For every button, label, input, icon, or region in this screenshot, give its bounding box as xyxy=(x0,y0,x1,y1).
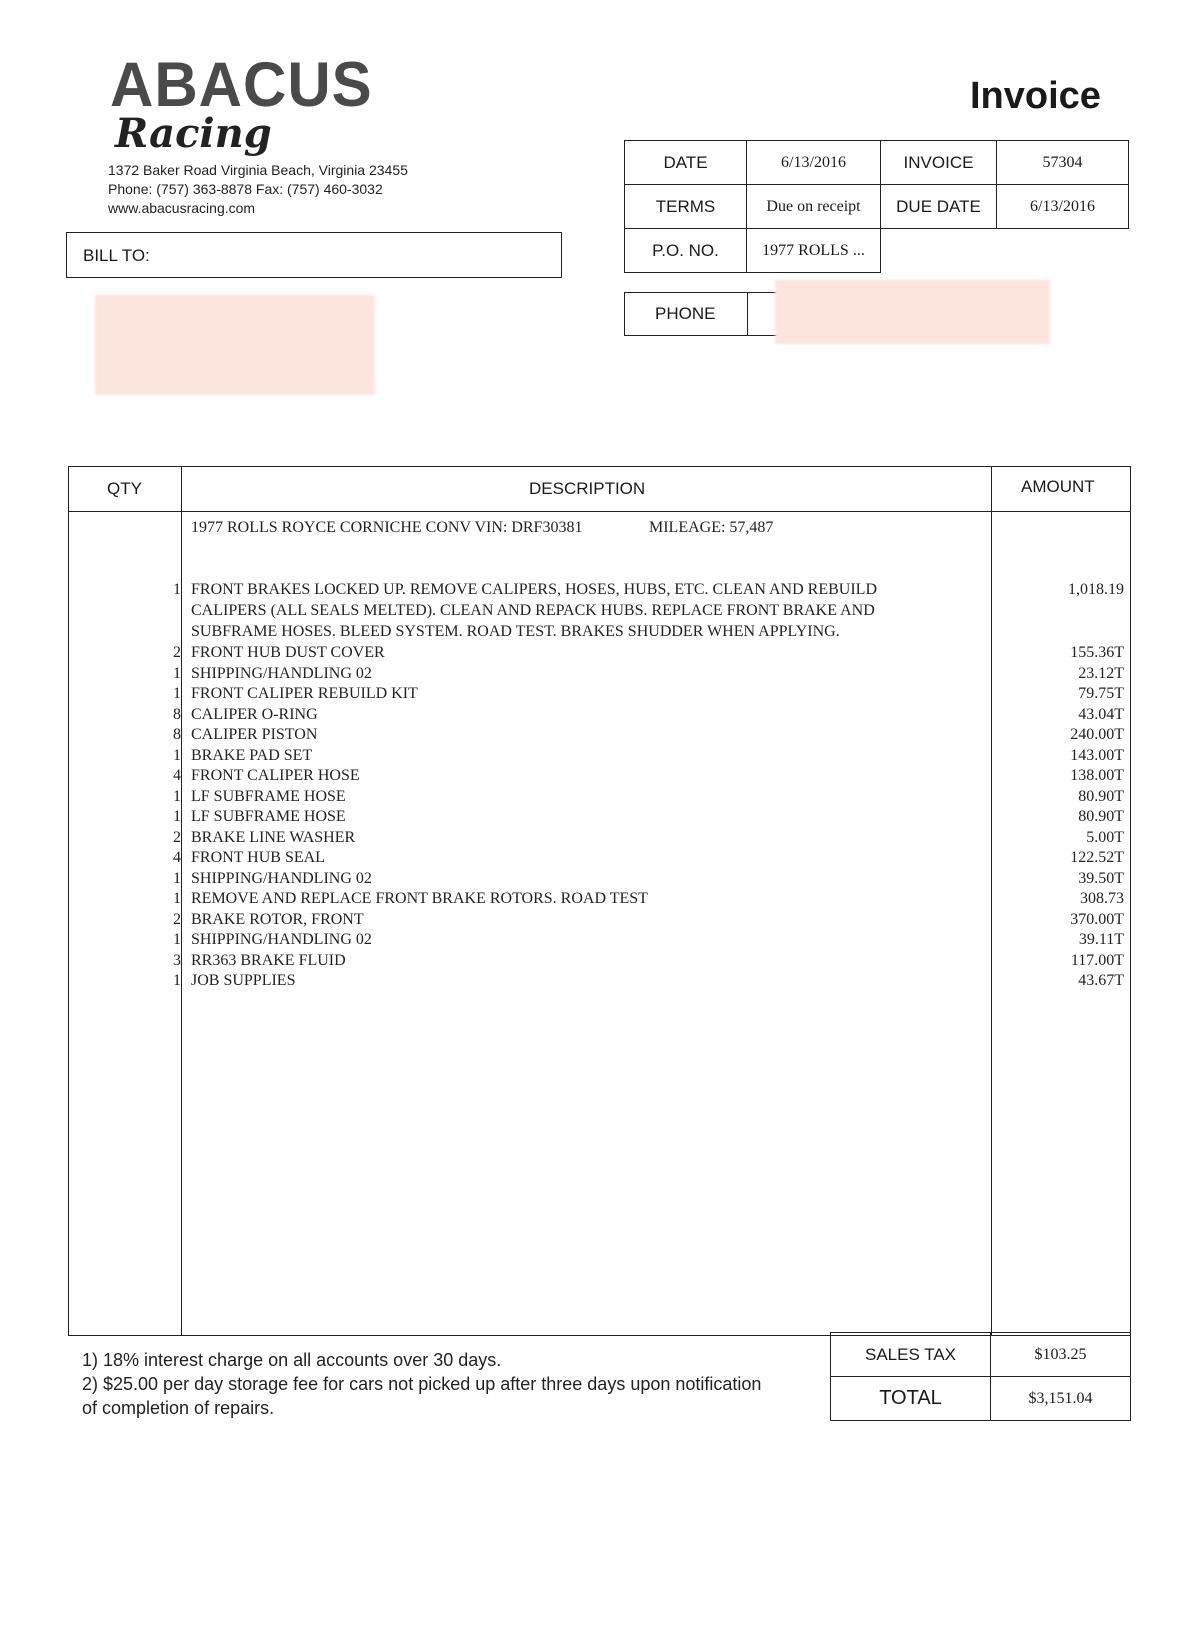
item-description: JOB SUPPLIES xyxy=(191,972,296,989)
table-row xyxy=(69,788,1130,808)
header-row-divider xyxy=(69,511,1130,512)
item-qty: 8 xyxy=(173,705,181,723)
line-items-table xyxy=(68,466,1131,1336)
item-description: BRAKE LINE WASHER xyxy=(191,828,356,846)
due-date-value: 6/13/2016 xyxy=(997,185,1129,229)
table-row xyxy=(69,685,1130,705)
vehicle-mileage: MILEAGE: 57,487 xyxy=(649,519,774,536)
item-qty: 2 xyxy=(173,644,181,661)
company-logo: ABACUS xyxy=(110,49,373,120)
item-description: RR363 BRAKE FLUID xyxy=(191,951,346,969)
item-description: SHIPPING/HANDLING 02 xyxy=(191,664,372,682)
item-description: REMOVE AND REPLACE FRONT BRAKE ROTORS. ROAD TEST xyxy=(191,890,648,907)
item-qty: 4 xyxy=(173,767,181,784)
item-description: LF SUBFRAME HOSE xyxy=(191,787,346,805)
invoice-number-label: INVOICE xyxy=(881,141,997,185)
date-label: DATE xyxy=(625,141,747,185)
item-qty: 3 xyxy=(173,951,181,969)
item-description: SHIPPING/HANDLING 02 xyxy=(191,869,372,887)
item-qty: 1 xyxy=(173,931,181,948)
labor-description-line-3: SUBFRAME HOSES. BLEED SYSTEM. ROAD TEST. BRAKES SHUDDER WHEN APPLYING. xyxy=(191,623,840,640)
invoice-title: Invoice xyxy=(970,75,1101,117)
item-description: BRAKE ROTOR, FRONT xyxy=(191,910,364,928)
po-number-value: 1977 ROLLS ... xyxy=(747,229,881,273)
labor-description-line-2: CALIPERS (ALL SEALS MELTED). CLEAN AND REPACK HUBS. REPLACE FRONT BRAKE AND xyxy=(191,602,875,619)
item-qty: 1 xyxy=(173,869,181,887)
table-row xyxy=(69,706,1130,726)
phone-label: PHONE xyxy=(655,304,716,323)
total-value: $3,151.04 xyxy=(991,1377,1131,1421)
item-qty: 1 xyxy=(173,808,181,825)
table-row xyxy=(69,952,1130,972)
item-amount: 80.90T xyxy=(1078,787,1124,805)
item-description: BRAKE PAD SET xyxy=(191,746,313,764)
due-date-label: DUE DATE xyxy=(881,185,997,229)
item-amount: 143.00T xyxy=(1070,746,1124,764)
item-amount: 122.52T xyxy=(1070,849,1124,866)
sales-tax-value: $103.25 xyxy=(991,1333,1131,1377)
item-qty: 1 xyxy=(173,787,181,805)
item-description: CALIPER O-RING xyxy=(191,705,318,723)
item-amount: 308.73 xyxy=(1080,890,1124,907)
note-storage-cont: of completion of repairs. xyxy=(82,1398,275,1418)
labor-row-cont xyxy=(69,602,1130,622)
terms-label: TERMS xyxy=(625,185,747,229)
table-row xyxy=(69,931,1130,951)
item-description: FRONT CALIPER REBUILD KIT xyxy=(191,685,418,702)
note-interest: 1) 18% interest charge on all accounts over 30 days. xyxy=(82,1350,502,1370)
table-row xyxy=(69,808,1130,828)
item-description: FRONT HUB SEAL xyxy=(191,849,325,866)
item-amount: 79.75T xyxy=(1078,685,1124,702)
company-website: www.abacusracing.com xyxy=(108,200,256,216)
item-qty: 8 xyxy=(173,726,181,743)
total-label: TOTAL xyxy=(831,1377,991,1421)
amount-header: AMOUNT xyxy=(1021,477,1095,496)
table-row xyxy=(69,911,1130,931)
date-value: 6/13/2016 xyxy=(747,141,881,185)
labor-row-cont xyxy=(69,623,1130,643)
item-qty: 2 xyxy=(173,828,181,846)
item-amount: 138.00T xyxy=(1070,767,1124,784)
redacted-address xyxy=(95,295,375,395)
po-number-label: P.O. NO. xyxy=(625,229,747,273)
description-header: DESCRIPTION xyxy=(529,479,646,498)
terms-value: Due on receipt xyxy=(747,185,881,229)
table-row xyxy=(69,829,1130,849)
item-description: FRONT CALIPER HOSE xyxy=(191,767,360,784)
item-qty: 1 xyxy=(173,685,181,702)
company-logo-script: Racing xyxy=(115,110,272,157)
table-row xyxy=(69,726,1130,746)
item-amount: 155.36T xyxy=(1070,644,1124,661)
vehicle-row xyxy=(69,519,1130,539)
item-amount: 117.00T xyxy=(1070,951,1124,969)
item-amount: 240.00T xyxy=(1070,726,1124,743)
item-amount: 370.00T xyxy=(1070,910,1124,928)
invoice-header-table xyxy=(624,140,1129,273)
table-row xyxy=(69,870,1130,890)
phone-divider xyxy=(747,293,748,335)
table-row xyxy=(69,767,1130,787)
bill-to-box xyxy=(66,232,562,278)
item-qty: 1 xyxy=(173,972,181,989)
item-qty: 1 xyxy=(173,664,181,682)
item-qty: 1 xyxy=(173,890,181,907)
table-row xyxy=(69,890,1130,910)
item-amount: 80.90T xyxy=(1078,808,1124,825)
totals-table xyxy=(830,1332,1131,1421)
labor-description-line-1: FRONT BRAKES LOCKED UP. REMOVE CALIPERS, HOSES, HUBS, ETC. CLEAN AND REBUILD xyxy=(191,581,877,598)
table-row xyxy=(69,849,1130,869)
item-amount: 39.11T xyxy=(1078,931,1124,948)
item-amount: 5.00T xyxy=(1086,828,1124,846)
item-qty: 2 xyxy=(173,910,181,928)
item-amount: 23.12T xyxy=(1078,664,1124,682)
labor-row xyxy=(69,581,1130,601)
table-row xyxy=(69,747,1130,767)
table-row xyxy=(69,644,1130,664)
note-storage: 2) $25.00 per day storage fee for cars not picked up after three days upon notification xyxy=(82,1374,762,1394)
item-description: FRONT HUB DUST COVER xyxy=(191,644,385,661)
labor-amount: 1,018.19 xyxy=(1068,581,1124,598)
item-amount: 39.50T xyxy=(1078,869,1124,887)
table-row xyxy=(69,665,1130,685)
item-qty: 4 xyxy=(173,849,181,866)
sales-tax-label: SALES TAX xyxy=(831,1333,991,1377)
item-description: LF SUBFRAME HOSE xyxy=(191,808,346,825)
company-address: 1372 Baker Road Virginia Beach, Virginia 23455 xyxy=(108,162,408,178)
company-phone-fax: Phone: (757) 363-8878 Fax: (757) 460-3032 xyxy=(108,181,383,197)
vehicle-description: 1977 ROLLS ROYCE CORNICHE CONV VIN: DRF30381 xyxy=(191,519,583,536)
labor-qty: 1 xyxy=(173,581,181,598)
item-amount: 43.67T xyxy=(1078,972,1124,989)
item-amount: 43.04T xyxy=(1078,705,1124,723)
table-row xyxy=(69,972,1130,992)
invoice-number-value: 57304 xyxy=(997,141,1129,185)
bill-to-label: BILL TO: xyxy=(83,246,150,265)
item-qty: 1 xyxy=(173,746,181,764)
qty-header: QTY xyxy=(107,479,142,498)
item-description: SHIPPING/HANDLING 02 xyxy=(191,931,372,948)
item-description: CALIPER PISTON xyxy=(191,726,318,743)
redacted-phone xyxy=(775,280,1050,344)
